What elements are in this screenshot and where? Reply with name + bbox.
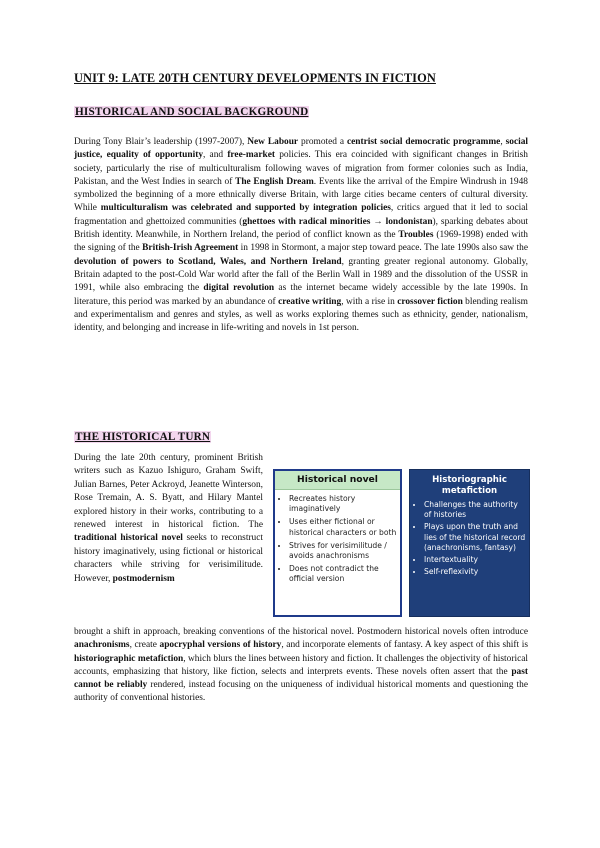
box-list-item: • Recreates history imaginatively — [289, 494, 397, 514]
text-run: , with a rise in — [341, 296, 398, 307]
section-heading-historical-turn: THE HISTORICAL TURN — [75, 431, 211, 443]
box-list-item: • Does not contradict the official version — [289, 564, 397, 584]
text-run: , and — [203, 150, 228, 161]
metafiction-box — [409, 469, 530, 617]
text-run: , critics argued that it led to social fragmentation and ghettoized communities ( — [74, 203, 529, 227]
text-run: blending realism and experimentalism and genres and styles, as well as works exploring themes such as ethnicity, gender, nationalism, identity, and belonging and increase in life-writing and novels in 1st person. — [74, 296, 528, 334]
text-run: During Tony Blair’s leadership (1997-2007), — [74, 137, 248, 147]
metafiction-title: Historiographic metafiction — [432, 475, 507, 496]
bold-term: crossover fiction — [397, 296, 463, 307]
text-run: seeks to reconstruct history imaginatively, using fictional or historical characters while striving for verisimilitude. However, — [74, 533, 264, 584]
bold-term: The English Dream — [235, 176, 314, 187]
text-run: , create — [129, 640, 160, 651]
bold-term: centrist social democratic programme — [346, 137, 501, 147]
bold-term: social justice, equality of opportunity — [74, 137, 529, 161]
historical-novel-list — [275, 494, 400, 585]
historical-novel-title: Historical novel — [275, 471, 400, 490]
bold-term: British-Irish Agreement — [142, 243, 239, 254]
box-list-item: • Strives for verisimilitude / avoids anachronisms — [289, 541, 397, 561]
text-run: brought a shift in approach, breaking conventions of the historical novel. Postmodern historical novels often introduce — [74, 627, 528, 637]
bold-term: New Labour — [247, 137, 299, 147]
text-run: in 1998 in Stormont, a major step toward peace. The late 1990s also saw the — [238, 243, 528, 254]
text-run: ), sparking debates about British identity. Meanwhile, in Northern Ireland, the period of conflict known as the — [74, 216, 528, 241]
text-run: , and incorporate elements of fantasy. A key aspect of this shift is — [281, 640, 528, 651]
text-run: rendered, instead focusing on the uniqueness of individual historical moments and questioning the authority of conventional histories. — [74, 680, 528, 704]
bold-term: traditional historical novel — [74, 533, 183, 544]
text-run: as the internet became widely accessible by the late 1990s. In literature, this period was marked by an abundance of — [74, 283, 528, 307]
bold-term: creative writing — [278, 296, 342, 307]
bold-term: free-market — [227, 150, 276, 161]
bold-term: past cannot be reliably — [74, 666, 528, 691]
bold-term: anachronisms — [74, 640, 130, 651]
section-heading-background: HISTORICAL AND SOCIAL BACKGROUND — [75, 106, 309, 118]
text-run: , granting greater regional autonomy. Globally, Britain adapted to the post-Cold War world after the fall of the Berlin Wall in 1989 and the dissolution of the USSR in 1991, while also embracing the — [74, 256, 529, 294]
bold-term: postmodernism — [112, 573, 175, 584]
bold-term: ghettoes with radical minorities → londonistan — [242, 216, 433, 227]
bold-term: devolution of powers to Scotland, Wales, and Northern Ireland — [74, 256, 342, 267]
unit-title: UNIT 9: LATE 20TH CENTURY DEVELOPMENTS IN FICTION — [74, 71, 436, 85]
text-run: , — [500, 137, 506, 147]
background-paragraph — [74, 136, 528, 335]
bold-term: digital revolution — [203, 283, 275, 294]
text-run: . Events like the arrival of the Empire Windrush in 1948 symbolized the beginning of a more ethnically diverse Britain, with large cities became centers of cultural diversity. While — [74, 176, 528, 214]
box-list-item: • Uses either fictional or historical characters or both — [289, 517, 397, 537]
historical-turn-intro-paragraph — [74, 452, 263, 586]
box-list-item: • Intertextuality — [424, 555, 526, 565]
box-list-item: • Plays upon the truth and lies of the historical record (anachronisms, fantasy) — [424, 522, 526, 553]
text-run: promoted a — [298, 137, 347, 147]
historical-turn-paragraph — [74, 626, 528, 706]
text-run: (1969-1998) ended with the signing of the — [74, 230, 528, 254]
bold-term: historiographic metafiction — [74, 653, 184, 664]
metafiction-list — [410, 500, 529, 577]
box-list-item: • Self-reflexivity — [424, 567, 526, 577]
box-list-item: • Challenges the authority of histories — [424, 500, 526, 520]
text-run: , which blurs the lines between history and fiction. It challenges the objectivity of historical accounts, emphasizing that history, like fiction, selects and interprets events. These novels often assert that the — [74, 653, 528, 677]
historical-novel-box — [273, 469, 402, 617]
bold-term: multiculturalism was celebrated and supported by integration policies — [100, 203, 391, 214]
text-run: policies. This era coincided with significant changes in British society, particularly the rise of multiculturalism following waves of migration from former colonies such as India, Pakistan, and the West Indies in search of — [74, 150, 528, 187]
text-run: During the late 20th century, prominent British writers such as Kazuo Ishiguro, Graham Swift, Julian Barnes, Peter Ackroyd, Jeanette Winterson, Rose Tremain, A. S. Byatt, and Hilary Mantel explored history in their works, contributing to a renewed interest in historical fiction. The — [74, 453, 263, 531]
bold-term: Troubles — [398, 230, 434, 241]
bold-term: apocryphal versions of history — [159, 640, 282, 651]
